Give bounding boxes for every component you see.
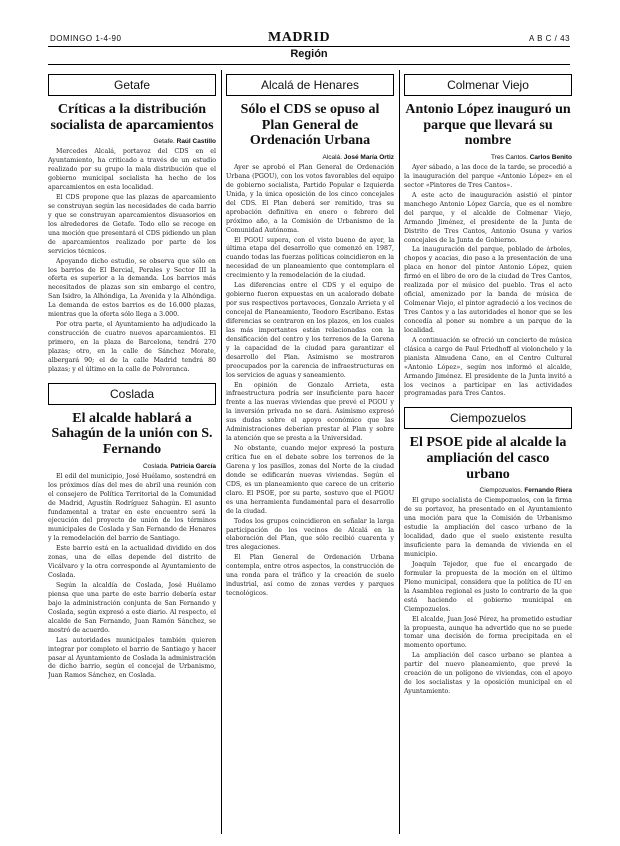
paragraph: El edil del municipio, José Huélamo, sostendrá en los próximos días del mes de abril una reunión con el consejero de Política Territorial de la Comunidad de Madrid, Agustín Rodríguez Sahagún. El asunto fundamental a tratar en este encuentro será la ejecución del proyecto de unión de los términos municipales de Coslada y San Fernando de Henares y la remodelación del barrio de Santiago. bbox=[48, 472, 216, 543]
byline: Coslada. Patricia García bbox=[143, 462, 216, 470]
paragraph: Las autoridades municipales también quieren integrar por completo el barrio de Santiago y hacer pasar al Ayuntamiento de Coslada la administración de dicho barrio, según el concejal de Urbanismo, Juan Ramos Sánchez, en Coslada. bbox=[48, 636, 216, 680]
paragraph: Todos los grupos coincidieron en señalar la larga participación de los vecinos de Alcalá en la elaboración del Plan, que sólo recibió cuarenta y tres alegaciones. bbox=[226, 517, 394, 552]
section-title: MADRID bbox=[268, 30, 331, 45]
byline: Getafe. Raúl Castillo bbox=[153, 138, 216, 146]
header-rule-bottom bbox=[48, 64, 570, 65]
article-ciempozuelos bbox=[404, 407, 572, 697]
article-body bbox=[48, 148, 216, 374]
paragraph: A este acto de inauguración asistió el pintor manchego Antonio López García, que es el nombre del parque, y el alcalde de Colmenar Viejo, Armando Jiménez, el presidente de la Junta de Distrito de Tres Cantos, Antonio Osuna y varios concejales de la Junta de Gobierno. bbox=[404, 191, 572, 244]
article-body bbox=[48, 473, 216, 682]
headline: El alcalde hablará a Sahagún de la unión con S. Fernando bbox=[51, 410, 213, 458]
column-middle bbox=[226, 74, 394, 834]
headline: El PSOE pide al alcalde la ampliación del casco urbano bbox=[409, 435, 567, 482]
paragraph: Por otra parte, el Ayuntamiento ha adjudicado la construcción de cuatro nuevos aparcamientos. El primero, en la plaza de Barcelona, tendrá 270 plazas; otro, en la calle de Sánchez Morate, albergará 90; el de la calle Madrid tendrá 80 plazas; y el último en la calle de Polvoranca. bbox=[48, 321, 216, 373]
column-right bbox=[404, 74, 572, 834]
headline: Antonio López inauguró un parque que llevará su nombre bbox=[405, 102, 571, 149]
paragraph: Joaquín Tejedor, que fue el encargado de formular la propuesta de la moción en el último Pleno municipal, considera que la política de IU en la Asamblea regional es justo lo contrario de la que está haciendo el gobierno municipal en Ciempozuelos. bbox=[404, 560, 572, 613]
article-coslada bbox=[48, 383, 216, 682]
paragraph: El Plan General de Ordenación Urbana contempla, entre otros aspectos, la construcción de una ronda para el tráfico y la creación de suelo industrial, así como de zonas verdes y parques tecnológicos. bbox=[226, 554, 394, 598]
location-label: Ciempozuelos bbox=[404, 407, 572, 429]
header-rule bbox=[48, 46, 570, 47]
article-getafe bbox=[48, 74, 216, 375]
article-alcala bbox=[226, 74, 394, 599]
column-divider bbox=[221, 70, 222, 834]
paragraph: A continuación se ofreció un concierto de música clásica a cargo de Paul Friedhoff al violonchelo y la pianista Almudena Cano, en el Centro Cultural «Antonio López», según nos informó el alcalde, Armando Jiménez. El presidente de la Junta invitó a los vecinos a participar en las actividades programadas para Tres Cantos. bbox=[404, 336, 572, 398]
paragraph: Mercedes Alcalá, portavoz del CDS en el Ayuntamiento, ha criticado a través de un estudio realizado por su grupo la mala distribución que el gobierno municipal socialista ha hecho de los aparcamientos en esta localidad. bbox=[48, 148, 216, 192]
paragraph: Apoyando dicho estudio, se observa que sólo en los barrios de El Bercial, Perales y Sector III la oferta es superior a la demanda. Los barrios más necesitados de plazas son sin embargo el centro, San Isidro, la Alhóndiga, La Avenida y la Alhóndiga. La demanda de estos barrios es de 16.000 plazas, mientras que la oferta sólo llega a 3.000. bbox=[48, 257, 216, 319]
paragraph: El alcalde, Juan José Pérez, ha prometido estudiar la propuesta, aunque ha advertido que no se puede tomar una decisión de forma precipitada en el momento oportuno. bbox=[404, 615, 572, 650]
paragraph: El CDS propone que las plazas de aparcamiento se construyan según las necesidades de cada barrio y que se construyan aparcamientos disuasorios en los alrededores de Getafe. Todo ello se recoge en una moción que presentará el CDS pidiendo un plan de aparcamientos realizado por parte de los servicios técnicos. bbox=[48, 194, 216, 255]
paragraph: El grupo socialista de Ciempozuelos, con la firma de su portavoz, ha presentado en el Ayuntamiento una moción para que la Comisión de Urbanismo estudie la ampliación del casco urbano de la localidad, dado que el suelo existente resulta insuficiente para la demanda de vivienda en el municipio. bbox=[404, 497, 572, 559]
paragraph: Ayer sábado, a las doce de la tarde, se procedió a la inauguración del parque «Antonio López» en el sector «Pintores de Tres Cantos». bbox=[404, 164, 572, 189]
location-label: Coslada bbox=[48, 383, 216, 405]
issue-date: DOMINGO 1-4-90 bbox=[50, 34, 122, 43]
column-divider bbox=[399, 70, 400, 834]
location-label: Alcalá de Henares bbox=[226, 74, 394, 96]
page-header bbox=[0, 0, 620, 60]
paragraph: Este barrio está en la actualidad dividido en dos zonas, una de ellas depende del distrito de Vicálvaro y la otra corresponde al Ayuntamiento de Coslada. bbox=[48, 545, 216, 580]
byline: Alcalá. José María Ortiz bbox=[322, 154, 394, 162]
paragraph: Según la alcaldía de Coslada, José Huélamo piensa que una parte de este barrio debería estar bajo la administración conjunta de San Fernando y Coslada, según expresó a este diario. Al respecto, el alcalde de San Fernando, Juan Ramón Sánchez, se mostró de acuerdo. bbox=[48, 582, 216, 634]
location-label: Colmenar Viejo bbox=[404, 74, 572, 96]
page-reference: A B C / 43 bbox=[529, 34, 571, 43]
column-left bbox=[48, 74, 216, 834]
paragraph: El PGOU supera, con el visto bueno de ayer, la última etapa del desarrollo que comenzó en 1987, cuando todas las fuerzas políticas coincidieron en la necesidad de un planeamiento que contemplara el crecimiento y la remodelación de la ciudad. bbox=[226, 236, 394, 280]
headline: Sólo el CDS se opuso al Plan General de Ordenación Urbana bbox=[240, 102, 380, 149]
paragraph: La inauguración del parque, poblado de árboles, chopos y acacias, dio paso a la presentación de una placa en honor del pintor Antonio López, quien firmó en el libro de oro de la ciudad de Tres Cantos, realizada por el músico del pueblo. Tras el acto oficial, amenizado por la banda de música de Colmenar Viejo, el pintor agradeció a los vecinos de Tres Cantos y a las autoridades el honor que se les concedía al poner su nombre a un parque de la localidad. bbox=[404, 246, 572, 334]
article-body bbox=[226, 164, 394, 599]
paragraph: Las diferencias entre el CDS y el equipo de gobierno fueron expuestas en un acalorado debate por sus respectivos portavoces, Gonzalo Arrieta y el concejal de Planeamiento, Teodoro Escribano. Estas diferencias se centraron en los plazos, en los cuales las más importantes están relacionadas con la densificación del centro y los terrenos de la Garena y la capacidad de la ciudad para garantizar el desarrollo del Plan. Asimismo se mostraron preocupados por la carencia de infraestructuras en los servicios de aguas y saneamiento. bbox=[226, 282, 394, 379]
byline: Ciempozuelos. Fernando Riera bbox=[479, 487, 572, 495]
byline: Tres Cantos. Carlos Benito bbox=[490, 154, 572, 162]
paragraph: Ayer se aprobó el Plan General de Ordenación Urbana (PGOU), con los votos favorables del equipo de gobierno socialista, Partido Popular e Izquierda Unida, y la única oposición de los cinco concejales del CDS. El Plan deberá ser remitido, tras su aprobación definitiva en enero o febrero del próximo año, a la Comisión de Urbanismo de la Comunidad Autónoma. bbox=[226, 164, 394, 234]
paragraph: En opinión de Gonzalo Arrieta, esta infraestructura podría ser insuficiente para hacer frente a las nuevas viviendas que prevé el PGOU y la inversión privada no se dará. Asimismo expresó sus dudas sobre el apoyo económico que las Administraciones deberían prestar al Plan y sobre la atención que se presta a la Universidad. bbox=[226, 381, 394, 443]
location-label: Getafe bbox=[48, 74, 216, 96]
subsection-label: Región bbox=[290, 48, 328, 60]
article-colmenar bbox=[404, 74, 572, 399]
article-body bbox=[404, 497, 572, 697]
headline: Críticas a la distribución socialista de aparcamientos bbox=[50, 102, 214, 133]
article-body bbox=[404, 164, 572, 399]
paragraph: No obstante, cuando mejor expresó la postura crítica fue en el debate sobre los terrenos de la Garena y los pasillos, zonas del Norte de la ciudad donde se edificarán nuevas viviendas. Según el CDS, es un planeamiento que carece de un criterio claro. El PSOE, por su parte, sostuvo que el PGOU es una herramienta fundamental para el desarrollo de la ciudad. bbox=[226, 445, 394, 515]
paragraph: La ampliación del casco urbano se plantea a partir del nuevo planeamiento, que prevé la creación de un polígono de viviendas, con el apoyo de los socialistas y la oposición municipal en el Ayuntamiento. bbox=[404, 652, 572, 696]
